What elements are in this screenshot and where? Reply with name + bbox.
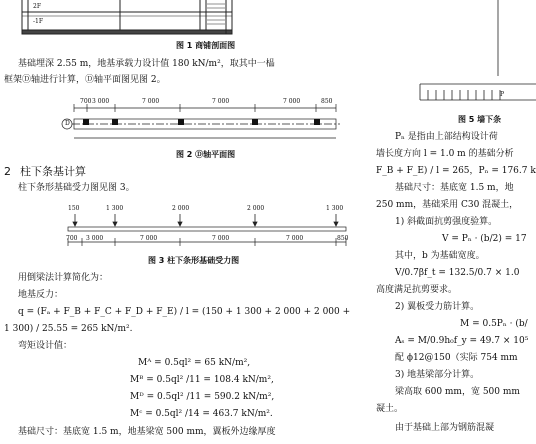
floor-label-2f: 2F [33, 3, 41, 10]
fig3-dim: 700 [66, 235, 78, 242]
paragraph-line: Pₙ 是指由上部结构设计荷 [395, 132, 498, 142]
fig2-dim: 7 000 [142, 98, 160, 105]
paragraph-line: 2) 翼板受力筋计算。 [395, 302, 480, 312]
paragraph-line: 框架Ⓓ轴进行计算，Ⓓ轴平面图见图 2。 [4, 75, 166, 85]
paragraph-line: F_B + F_E) / l = 265，Pₙ = 176.7 k [376, 166, 536, 176]
equation-line: 1 300) / 25.55 = 265 kN/m². [4, 324, 133, 334]
fig3-load: 1 300 [106, 205, 124, 212]
fig2-dim: 850 [321, 98, 333, 105]
fig2-dim: 7 000 [212, 98, 230, 105]
fig3-load: 2 000 [247, 205, 265, 212]
equation-line: V/0.7βf_t = 132.5/0.7 × 1.0 [395, 268, 520, 278]
equation-line: q = (Fₐ + F_B + F_C + F_D + F_E) / l = (150 + 1 300 + 2 000 + 2 000 + [18, 307, 351, 317]
fig3-dim: 7 000 [140, 235, 158, 242]
fig3-load: 1 300 [326, 205, 344, 212]
paragraph-line: 柱下条形基础受力图见图 3。 [18, 183, 135, 193]
figure-1-caption: 图 1 商铺剖面图 [176, 41, 236, 50]
fig2-dim: 7 000 [283, 98, 301, 105]
paragraph-line: 墙长度方向 l = 1.0 m 的基础分析 [376, 149, 514, 159]
equation-line: V = Pₙ · (b/2) = 17 [442, 234, 527, 244]
equation-line: M = 0.5Pₙ · (b/ [460, 319, 528, 329]
paragraph-line: 3) 地基梁部分计算。 [395, 370, 480, 380]
fig3-dim: 3 000 [86, 235, 104, 242]
fig3-dim: 7 000 [286, 235, 304, 242]
floor-label-1f: -1F [33, 18, 44, 25]
paragraph-line: 其中，b 为基础宽度。 [395, 251, 485, 261]
paragraph-line: 配 ϕ12@150（实际 754 mm [395, 353, 518, 363]
fig3-load: 2 000 [172, 205, 190, 212]
paragraph-line: 高度满足抗剪要求。 [376, 285, 458, 295]
paragraph-line: 基础尺寸：基底宽 1.5 m，地 [395, 183, 514, 193]
fig3-dim: 850 [337, 235, 349, 242]
figure-3-caption: 图 3 柱下条形基础受力图 [148, 256, 240, 265]
paragraph-line: 用倒梁法计算简化为： [18, 273, 109, 283]
section-title: 柱下条基计算 [20, 165, 86, 178]
fig5-load-label: P [500, 91, 505, 98]
paragraph-line: 地基反力： [18, 290, 64, 300]
paragraph-line: 弯矩设计值： [18, 341, 73, 351]
moment-equation: Mᶜ = 0.5ql² /14 = 463.7 kN/m². [130, 409, 273, 419]
fig3-load: 150 [68, 205, 80, 212]
fig2-dim: 3 000 [92, 98, 110, 105]
paragraph-line: 梁高取 600 mm，宽 500 mm [395, 387, 520, 397]
section-number: 2 [4, 165, 11, 178]
moment-equation: Mᴮ = 0.5ql² /11 = 108.4 kN/m², [130, 375, 274, 385]
figure-2-caption: 图 2 Ⓓ轴平面图 [176, 150, 236, 159]
equation-line: Aₛ = M/0.9h₀f_y = 49.7 × 10⁵ [395, 336, 529, 346]
moment-equation: Mᴬ = 0.5ql² = 65 kN/m², [138, 358, 251, 368]
paragraph-line: 凝土。 [376, 404, 404, 414]
paragraph-line: 由于基础上部为钢筋混凝 [395, 423, 495, 433]
fig3-dim: 7 000 [212, 235, 230, 242]
paragraph-line: 基础埋深 2.55 m，地基承载力设计值 180 kN/m²，取其中一榀 [18, 59, 275, 69]
paragraph-line: 基础尺寸：基底宽 1.5 m，地基梁宽 500 mm，翼板外边缘厚度 [18, 427, 276, 437]
axis-marker-d: D [65, 120, 70, 127]
fig2-dim: 700 [80, 98, 92, 105]
paragraph-line: 1) 斜截面抗剪强度验算。 [395, 217, 498, 227]
figure-5-caption: 图 5 墙下条 [458, 115, 502, 124]
paragraph-line: 250 mm，基础采用 C30 混凝土， [376, 200, 519, 210]
moment-equation: Mᴰ = 0.5ql² /11 = 590.2 kN/m², [130, 392, 275, 402]
